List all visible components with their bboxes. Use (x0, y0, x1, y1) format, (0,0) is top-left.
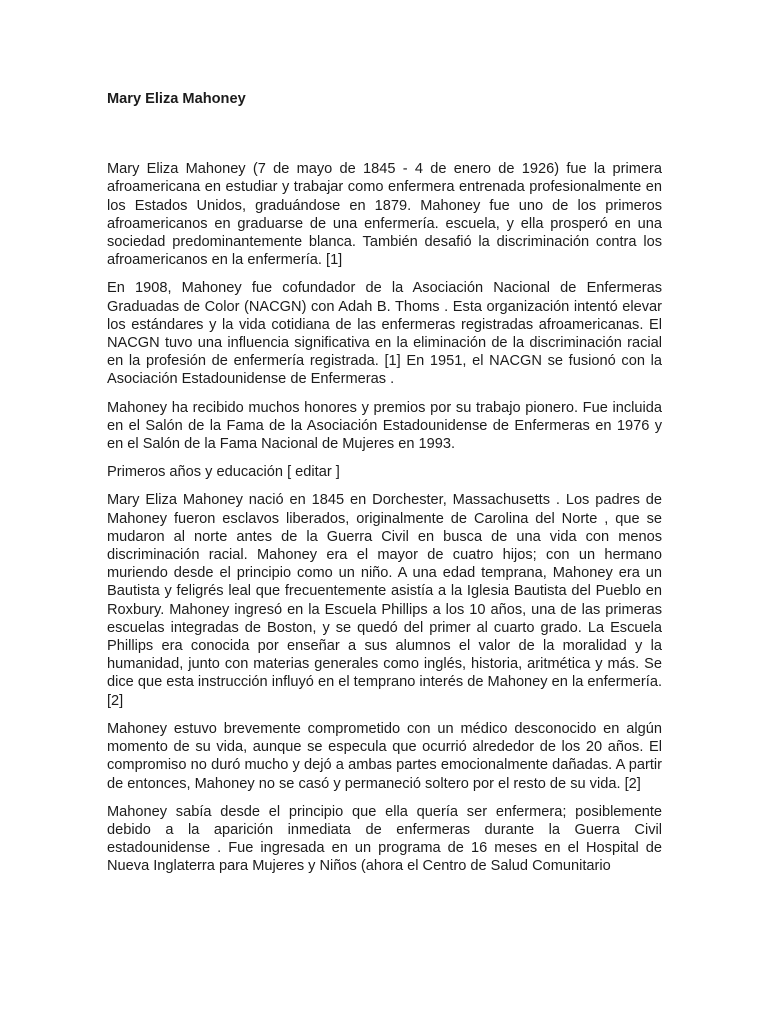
paragraph-nacgn: En 1908, Mahoney fue cofundador de la Asociación Nacional de Enfermeras Graduadas de Color (NACGN) con Adah B. Thoms . Esta organización intentó elevar los estándares y la vida cotidiana de las enfermeras registradas afroamericanas. El NACGN tuvo una influencia significativa en la eliminación de la discriminación racial en la profesión de enfermería registrada. [1] En 1951, el NACGN se fusionó con la Asociación Estadounidense de Enfermeras . (107, 280, 662, 388)
paragraph-honors: Mahoney ha recibido muchos honores y premios por su trabajo pionero. Fue incluida en el Salón de la Fama de la Asociación Estadounidense de Enfermeras en 1976 y en el Salón de la Fama Nacional de Mujeres en 1993. (107, 399, 662, 453)
document-title: Mary Eliza Mahoney (107, 91, 246, 107)
paragraph-nursing-school: Mahoney sabía desde el principio que ella quería ser enfermera; posiblemente debido a la aparición inmediata de enfermeras durante la Guerra Civil estadounidense . Fue ingresada en un programa de 16 meses en el Hospital de Nueva Inglaterra para Mujeres y Niños (ahora el Centro de Salud Comunitario (107, 803, 662, 875)
paragraph-birth: Mary Eliza Mahoney nació en 1845 en Dorchester, Massachusetts . Los padres de Mahoney fueron esclavos liberados, originalmente de Carolina del Norte , que se mudaron al norte antes de la Guerra Civil en busca de una vida con menos discriminación racial. Mahoney era el mayor de cuatro hijos; con un hermano muriendo desde el principio como un niño. A una edad temprana, Mahoney era un Bautista y feligrés leal que frecuentemente asistía a la Iglesia Bautista del Pueblo en Roxbury. Mahoney ingresó en la Escuela Phillips a los 10 años, una de las primeras escuelas integradas de Boston, y se quedó del primer al cuarto grado. La Escuela Phillips era conocida por enseñar a sus alumnos el valor de la moralidad y la humanidad, junto con materias generales como inglés, historia, aritmética y más. Se dice que esta instrucción influyó en el temprano interés de Mahoney en la enfermería. [2] (107, 492, 662, 709)
section-heading-early-life: Primeros años y educación [ editar ] (107, 464, 340, 481)
paragraph-intro: Mary Eliza Mahoney (7 de mayo de 1845 - 4 de enero de 1926) fue la primera afroamericana en estudiar y trabajar como enfermera entrenada profesionalmente en los Estados Unidos, graduándose en 1879. Mahoney fue uno de los primeros afroamericanos en graduarse de una enfermería. escuela, y ella prosperó en una sociedad predominantemente blanca. También desafió la discriminación contra los afroamericanos en la enfermería. [1] (107, 161, 662, 269)
paragraph-engagement: Mahoney estuvo brevemente comprometido con un médico desconocido en algún momento de su vida, aunque se especula que ocurrió alrededor de los 20 años. El compromiso no duró mucho y dejó a ambas partes emocionalmente dañadas. A partir de entonces, Mahoney no se casó y permaneció soltero por el resto de su vida. [2] (107, 720, 662, 792)
document-page (107, 90, 662, 886)
